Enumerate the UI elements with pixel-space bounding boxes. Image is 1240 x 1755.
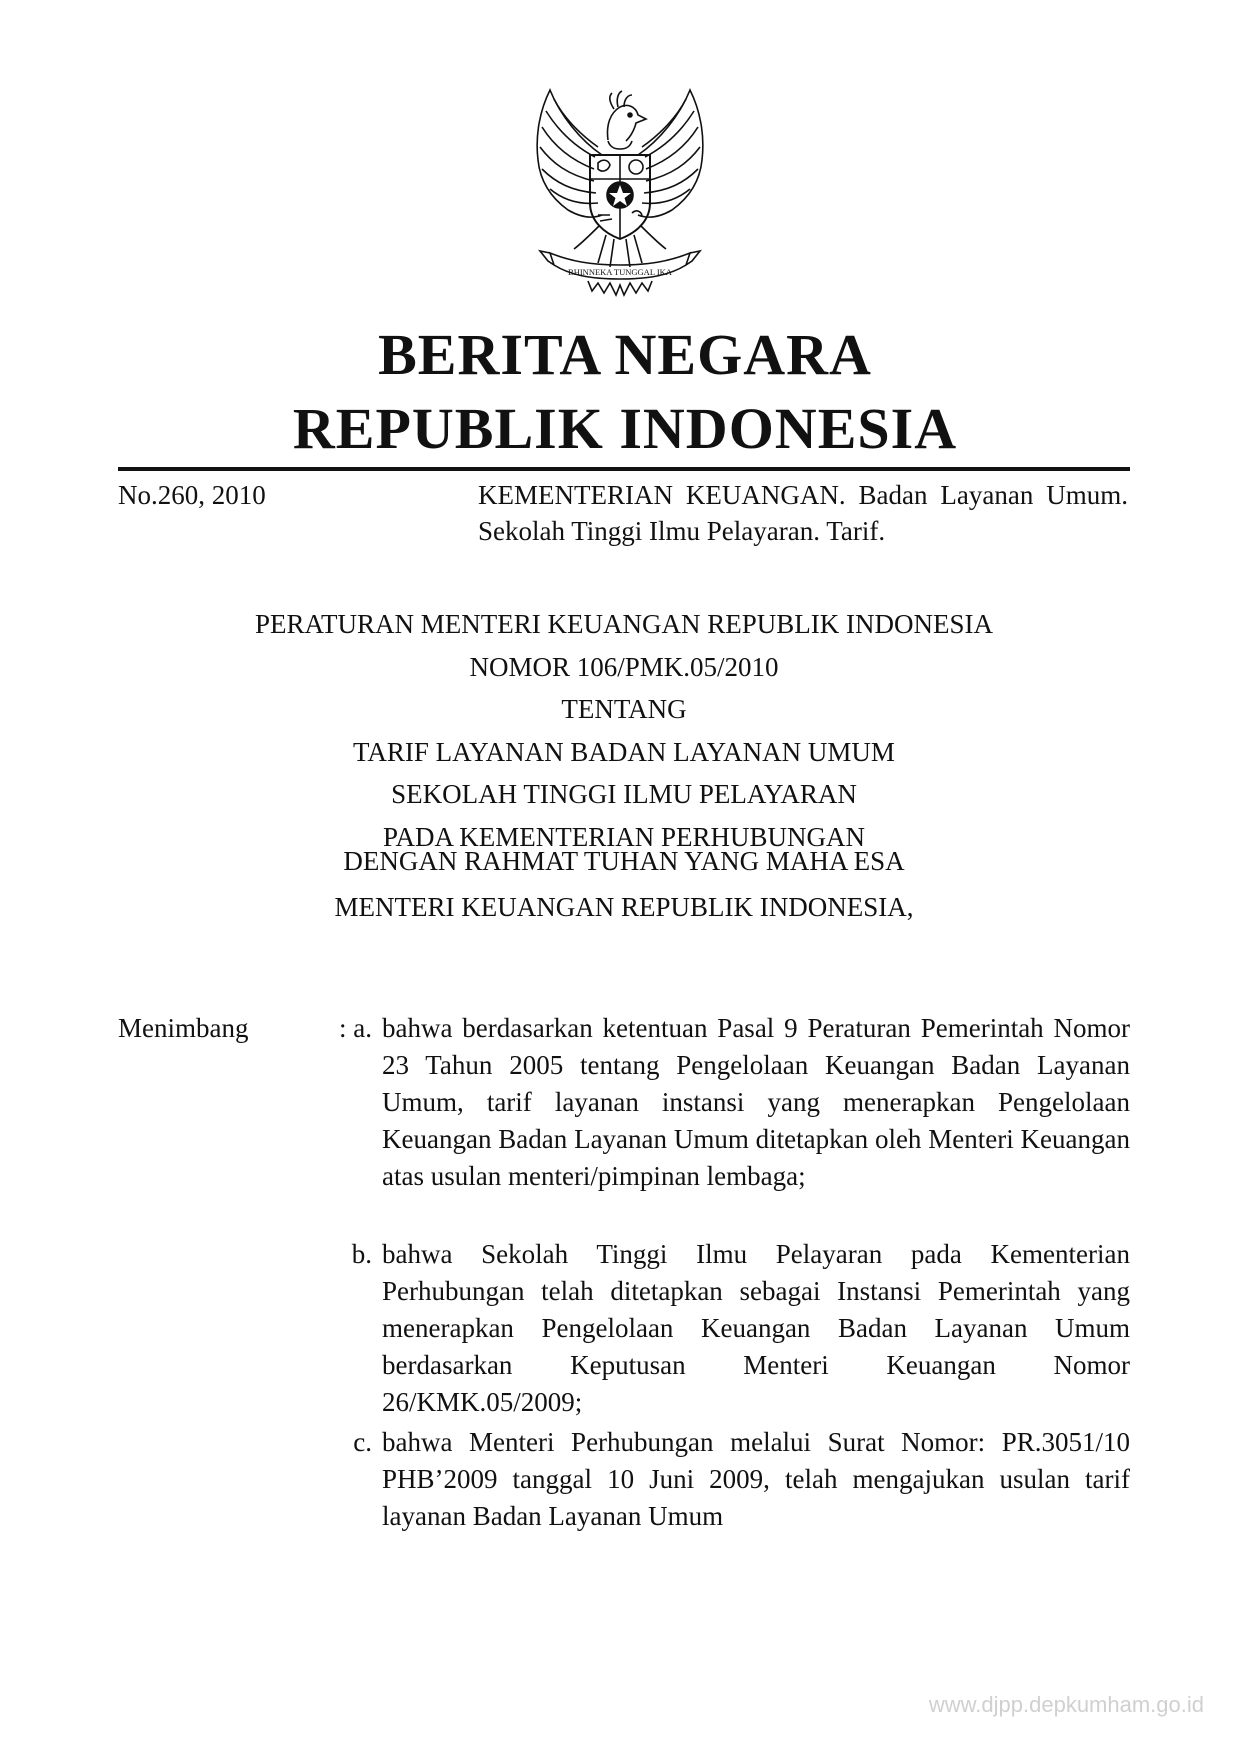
regulation-title-line: PERATURAN MENTERI KEUANGAN REPUBLIK INDONESIA <box>255 609 993 639</box>
masthead-subtitle: REPUBLIK INDONESIA <box>292 396 958 461</box>
considering-item <box>320 1424 1130 1535</box>
regulation-title <box>118 603 1130 858</box>
garuda-emblem-drawing <box>510 85 730 297</box>
svg-text:BHINNEKA TUNGGAL IKA: BHINNEKA TUNGGAL IKA <box>568 267 672 277</box>
regulation-title-line: TENTANG <box>561 694 687 724</box>
source-watermark: www.djpp.depkumham.go.id <box>928 1692 1204 1717</box>
issue-number: No.260, 2010 <box>118 480 266 510</box>
garuda-emblem <box>510 85 730 297</box>
item-letter <box>320 1010 372 1047</box>
preamble-line: MENTERI KEUANGAN REPUBLIK INDONESIA, <box>334 892 914 922</box>
regulation-title-line: TARIF LAYANAN BADAN LAYANAN UMUM <box>353 736 895 767</box>
masthead-title: BERITA NEGARA <box>378 322 872 387</box>
preamble-line: DENGAN RAHMAT TUHAN YANG MAHA ESA <box>343 846 905 876</box>
item-text: bahwa berdasarkan ketentuan Pasal 9 Peraturan Pemerintah Nomor 23 Tahun 2005 tentang Pengelolaan Keuangan Badan Layanan Umum, tarif layanan instansi yang menerapkan Pengelolaan Keuangan Badan Layanan Umum ditetapkan oleh Menteri Keuangan atas usulan menteri/pimpinan lembaga; <box>382 1013 1130 1191</box>
item-letter: c. <box>353 1427 372 1457</box>
preamble <box>118 838 1130 930</box>
regulation-title-line: PADA KEMENTERIAN PERHUBUNGAN <box>382 821 866 852</box>
item-letter: b. <box>351 1239 372 1269</box>
item-text: bahwa Menteri Perhubungan melalui Surat Nomor: PR.3051/10 PHB’2009 tanggal 10 Juni 2009, telah mengajukan usulan tarif layanan Badan Layanan Umum <box>382 1427 1130 1531</box>
issue-description: KEMENTERIAN KEUANGAN. Badan Layanan Umum. Sekolah Tinggi Ilmu Pelayaran. Tarif. <box>478 480 1128 546</box>
item-text: bahwa Sekolah Tinggi Ilmu Pelayaran pada Kementerian Perhubungan telah ditetapkan sebagai Instansi Pemerintah yang menerapkan Pengelolaan Keuangan Badan Layanan Umum berdasarkan Keputusan Menteri Keuangan Nomor 26/KMK.05/2009; <box>382 1239 1130 1417</box>
item-colon: : <box>339 1013 347 1043</box>
regulation-title-line: SEKOLAH TINGGI ILMU PELAYARAN <box>391 779 857 809</box>
considering-label: Menimbang <box>118 1013 249 1043</box>
considering-item <box>320 1236 1130 1421</box>
item-letter-text: a. <box>353 1013 372 1043</box>
considering-item <box>320 1010 1130 1195</box>
masthead-divider <box>118 467 1130 471</box>
regulation-number: NOMOR 106/PMK.05/2010 <box>469 651 779 682</box>
